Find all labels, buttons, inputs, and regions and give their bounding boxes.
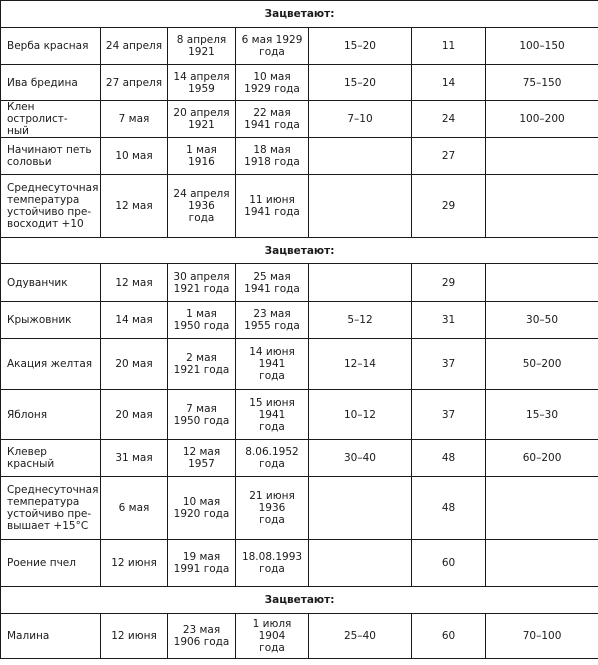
cell-range-b: 75–150 (486, 65, 598, 101)
table-row (1, 614, 598, 659)
cell-range-b: 100–150 (486, 28, 598, 65)
cell-average: 12 июня (101, 614, 168, 659)
cell-latest: 18.08.1993 года (236, 540, 309, 587)
cell-days: 29 (412, 264, 486, 302)
section-heading-row (1, 1, 598, 28)
cell-range-b: 70–100 (486, 614, 598, 659)
cell-average: 24 апреля (101, 28, 168, 65)
cell-range-b (486, 264, 598, 302)
cell-name: Одуванчик (1, 264, 101, 302)
cell-earliest: 19 мая 1991 года (168, 540, 236, 587)
cell-range-a (309, 138, 412, 175)
cell-range-b (486, 175, 598, 238)
cell-range-b (486, 477, 598, 540)
cell-latest: 14 июня 1941 года (236, 339, 309, 390)
cell-earliest: 1 мая 1950 года (168, 302, 236, 339)
cell-days: 48 (412, 477, 486, 540)
table-row (1, 477, 598, 540)
cell-days: 29 (412, 175, 486, 238)
cell-average: 14 мая (101, 302, 168, 339)
cell-name: Клен остролист- ный (1, 101, 101, 138)
cell-days: 37 (412, 390, 486, 440)
cell-days: 37 (412, 339, 486, 390)
cell-latest: 22 мая 1941 года (236, 101, 309, 138)
cell-range-a: 7–10 (309, 101, 412, 138)
cell-latest: 25 мая 1941 года (236, 264, 309, 302)
cell-range-a: 10–12 (309, 390, 412, 440)
table-row (1, 339, 598, 390)
cell-average: 20 мая (101, 339, 168, 390)
cell-name: Среднесуточная температура устойчиво пре- восходит +10 (1, 175, 101, 238)
cell-days: 60 (412, 614, 486, 659)
cell-average: 12 мая (101, 264, 168, 302)
cell-name: Роение пчел (1, 540, 101, 587)
cell-earliest: 24 апреля 1936 года (168, 175, 236, 238)
table-row (1, 390, 598, 440)
cell-days: 31 (412, 302, 486, 339)
cell-earliest: 12 мая 1957 (168, 440, 236, 477)
section-heading-row (1, 587, 598, 614)
cell-earliest: 23 мая 1906 года (168, 614, 236, 659)
cell-average: 12 июня (101, 540, 168, 587)
table-row (1, 302, 598, 339)
table-row (1, 28, 598, 65)
cell-name: Ива бредина (1, 65, 101, 101)
cell-latest: 8.06.1952 года (236, 440, 309, 477)
cell-range-b: 50–200 (486, 339, 598, 390)
cell-name: Яблоня (1, 390, 101, 440)
cell-range-b (486, 138, 598, 175)
cell-earliest: 7 мая 1950 года (168, 390, 236, 440)
table-row (1, 101, 598, 138)
cell-days: 14 (412, 65, 486, 101)
cell-earliest: 2 мая 1921 года (168, 339, 236, 390)
cell-name: Клевер красный (1, 440, 101, 477)
cell-earliest: 20 апреля 1921 (168, 101, 236, 138)
table-row (1, 175, 598, 238)
cell-name: Акация желтая (1, 339, 101, 390)
cell-range-b (486, 540, 598, 587)
section-heading: Зацветают: (1, 238, 598, 264)
cell-latest: 10 мая 1929 года (236, 65, 309, 101)
cell-days: 11 (412, 28, 486, 65)
cell-range-a (309, 264, 412, 302)
cell-days: 24 (412, 101, 486, 138)
cell-average: 7 мая (101, 101, 168, 138)
cell-latest: 21 июня 1936 года (236, 477, 309, 540)
cell-days: 27 (412, 138, 486, 175)
cell-earliest: 30 апреля 1921 года (168, 264, 236, 302)
cell-range-a: 5–12 (309, 302, 412, 339)
cell-average: 10 мая (101, 138, 168, 175)
table-row (1, 138, 598, 175)
table-row (1, 540, 598, 587)
cell-latest: 11 июня 1941 года (236, 175, 309, 238)
table-row (1, 440, 598, 477)
cell-latest: 15 июня 1941 года (236, 390, 309, 440)
cell-latest: 1 июля 1904 года (236, 614, 309, 659)
cell-range-a: 15–20 (309, 65, 412, 101)
cell-average: 20 мая (101, 390, 168, 440)
cell-days: 48 (412, 440, 486, 477)
section-heading: Зацветают: (1, 1, 598, 28)
cell-name: Начинают петь соловьи (1, 138, 101, 175)
cell-range-a (309, 175, 412, 238)
section-heading-row (1, 238, 598, 264)
cell-latest: 23 мая 1955 года (236, 302, 309, 339)
cell-range-b: 15–30 (486, 390, 598, 440)
cell-days: 60 (412, 540, 486, 587)
cell-range-a (309, 540, 412, 587)
cell-latest: 18 мая 1918 года (236, 138, 309, 175)
cell-range-a: 15–20 (309, 28, 412, 65)
cell-range-b: 30–50 (486, 302, 598, 339)
cell-name: Крыжовник (1, 302, 101, 339)
cell-range-b: 60–200 (486, 440, 598, 477)
cell-latest: 6 мая 1929 года (236, 28, 309, 65)
cell-earliest: 14 апреля 1959 (168, 65, 236, 101)
cell-earliest: 8 апреля 1921 (168, 28, 236, 65)
cell-average: 27 апреля (101, 65, 168, 101)
cell-range-a (309, 477, 412, 540)
cell-average: 12 мая (101, 175, 168, 238)
table-row (1, 65, 598, 101)
cell-range-a: 25–40 (309, 614, 412, 659)
section-heading: Зацветают: (1, 587, 598, 614)
cell-name: Верба красная (1, 28, 101, 65)
table-row (1, 264, 598, 302)
cell-range-b: 100–200 (486, 101, 598, 138)
cell-range-a: 12–14 (309, 339, 412, 390)
cell-average: 6 мая (101, 477, 168, 540)
cell-earliest: 10 мая 1920 года (168, 477, 236, 540)
cell-average: 31 мая (101, 440, 168, 477)
cell-earliest: 1 мая 1916 (168, 138, 236, 175)
cell-name: Малина (1, 614, 101, 659)
cell-range-a: 30–40 (309, 440, 412, 477)
cell-name: Среднесуточная температура устойчиво пре- вышает +15°C (1, 477, 101, 540)
